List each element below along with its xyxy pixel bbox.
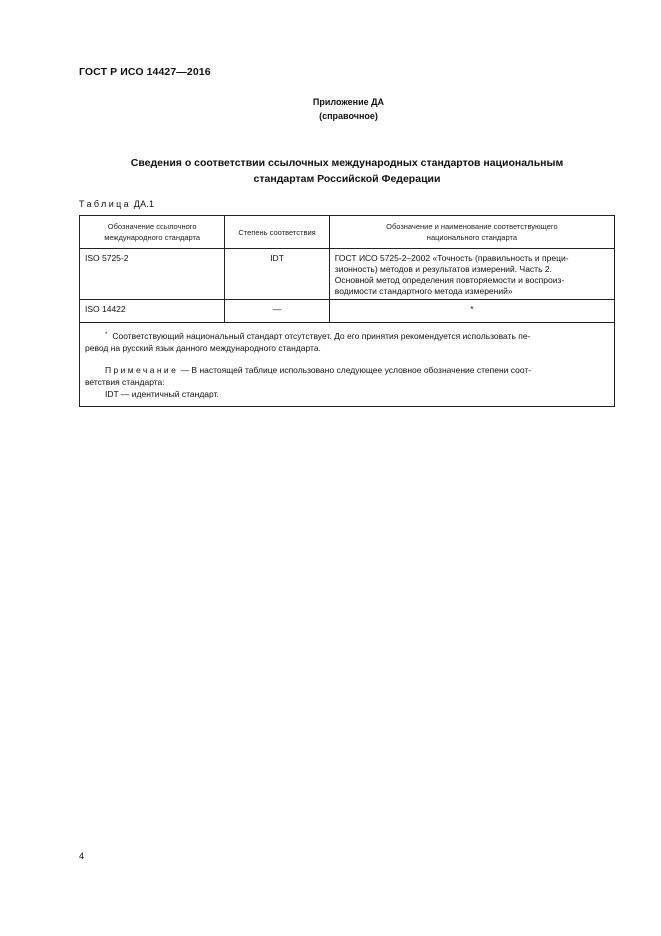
header-international-standard: Обозначение ссылочного международного стандарта bbox=[80, 216, 225, 249]
table-caption-id: ДА.1 bbox=[133, 199, 155, 209]
note-line3: IDT — идентичный стандарт. bbox=[105, 389, 219, 399]
table-row bbox=[80, 300, 615, 323]
cell-code: ISO 14422 bbox=[80, 300, 225, 323]
correspondence-table bbox=[79, 215, 615, 407]
footnote-mark: * bbox=[105, 332, 108, 338]
footnote-line2: ревод на русский язык данного международного стандарта. bbox=[85, 343, 321, 353]
table-notes bbox=[80, 323, 615, 407]
table-caption bbox=[79, 199, 154, 209]
appendix-subtitle: (справочное) bbox=[319, 111, 378, 121]
table-notes-row bbox=[80, 323, 615, 407]
document-header: ГОСТ Р ИСО 14427—2016 bbox=[79, 66, 211, 78]
cell-degree: IDT bbox=[225, 249, 330, 300]
table-header-row bbox=[80, 216, 615, 249]
page-number: 4 bbox=[79, 851, 85, 861]
note: Примечание — В настоящей таблице использовано следующее условное обозначение степени соот- ветствия стандарта: IDT — идентичный стандарт. bbox=[85, 364, 594, 400]
table-row bbox=[80, 249, 615, 300]
cell-code: ISO 5725-2 bbox=[80, 249, 225, 300]
table-caption-word: Таблица bbox=[79, 199, 132, 209]
header-national-standard: Обозначение и наименование соответствующего национального стандарта bbox=[329, 216, 614, 249]
cell-national-standard: * bbox=[329, 300, 614, 323]
section-title-line2: стандартам Российской Федерации bbox=[253, 173, 441, 185]
cell-national-standard: ГОСТ ИСО 5725-2–2002 «Точность (правильность и преци- зионность) методов и результатов измерений. Часть 2. Основной метод определения повторяемости и воспроиз- водимости стандартного метода измерений» bbox=[329, 249, 614, 300]
note-label: Примечание bbox=[105, 365, 179, 375]
section-title bbox=[79, 155, 615, 187]
cell-degree: — bbox=[225, 300, 330, 323]
note-line2: ветствия стандарта: bbox=[85, 377, 165, 387]
header-degree: Степень соответствия bbox=[225, 216, 330, 249]
appendix-heading bbox=[0, 95, 661, 123]
appendix-title: Приложение ДА bbox=[312, 97, 385, 107]
footnote: * Соответствующий национальный стандарт отсутствует. До его принятия рекомендуется использовать пе- bbox=[105, 331, 531, 341]
section-title-line1: Сведения о соответствии ссылочных международных стандартов национальным bbox=[130, 157, 564, 169]
